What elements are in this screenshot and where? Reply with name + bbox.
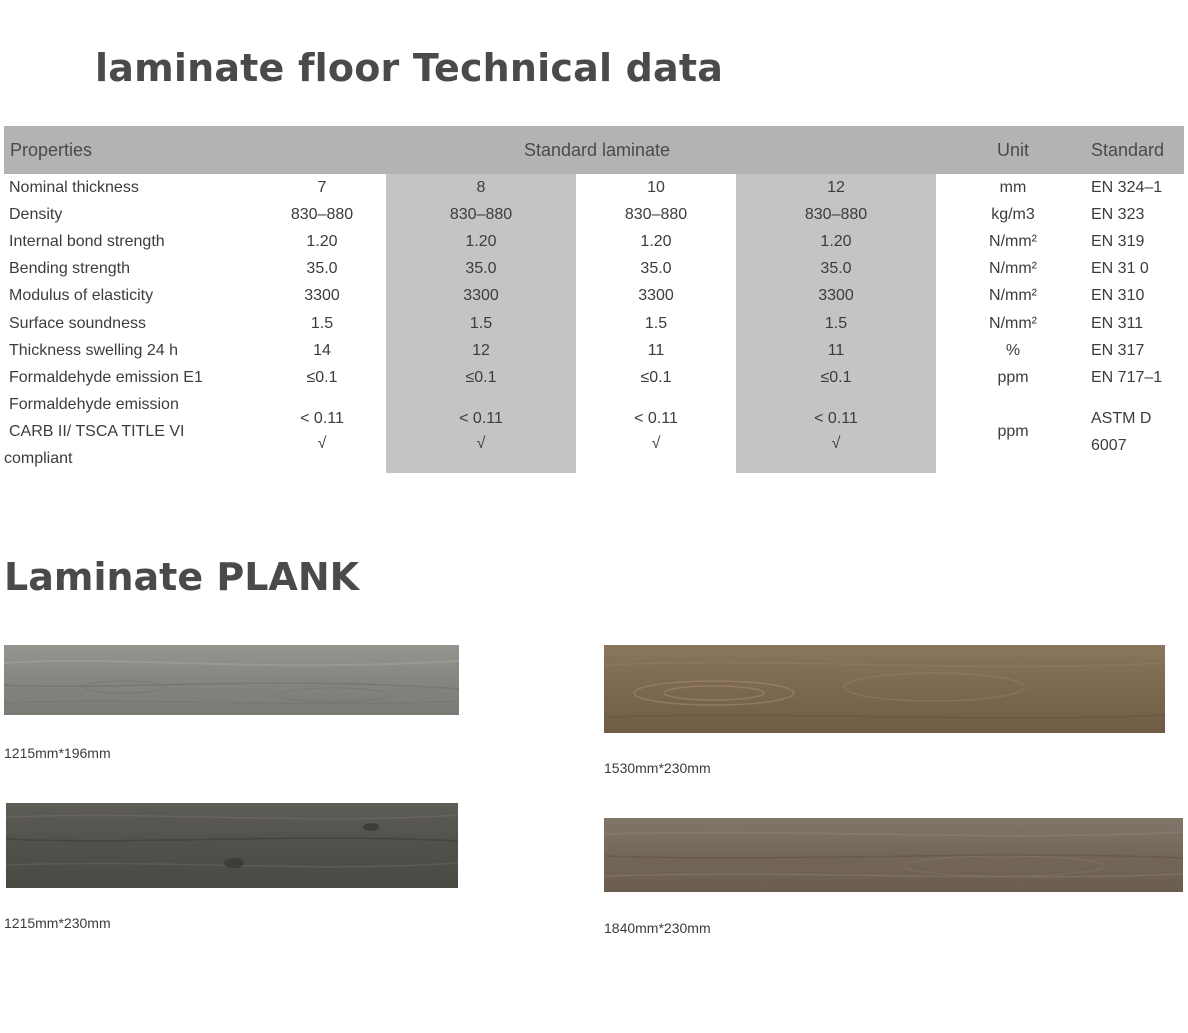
- carb-standard-line2: 6007: [1091, 437, 1127, 454]
- row-value: ≤0.1: [306, 369, 338, 386]
- row-value: 1.20: [820, 233, 852, 250]
- carb-property-line2: CARB II/ TSCA TITLE VI: [9, 423, 185, 440]
- row-value: 10: [647, 179, 665, 196]
- row-value: 830–880: [804, 206, 868, 223]
- row-unit: ppm: [997, 369, 1029, 386]
- row-unit: N/mm²: [989, 260, 1037, 277]
- carb-standard-line1: ASTM D: [1091, 410, 1152, 427]
- row-value: 3300: [818, 287, 854, 304]
- header-unit: Unit: [996, 140, 1030, 160]
- carb-unit: ppm: [997, 423, 1029, 440]
- row-property: Density: [9, 206, 63, 223]
- row-unit: kg/m3: [991, 206, 1035, 223]
- row-standard: EN 311: [1091, 315, 1144, 332]
- row-unit: mm: [999, 179, 1027, 196]
- row-value: 1.5: [310, 315, 334, 332]
- row-unit: N/mm²: [989, 233, 1037, 250]
- row-value: 1.20: [306, 233, 338, 250]
- header-standard-laminate: Standard laminate: [523, 140, 671, 160]
- row-property: Internal bond strength: [9, 233, 165, 250]
- row-value: 14: [313, 342, 331, 359]
- carb-value-8: < 0.11: [459, 410, 503, 427]
- row-value: ≤0.1: [465, 369, 497, 386]
- plank-size-4: 1840mm*230mm: [604, 920, 711, 936]
- carb-check-7: √: [317, 435, 327, 452]
- row-value: 3300: [638, 287, 674, 304]
- plank-size-1: 1215mm*196mm: [4, 745, 111, 761]
- row-property: Bending strength: [9, 260, 130, 277]
- row-value: 35.0: [306, 260, 338, 277]
- carb-value-7: < 0.11: [300, 410, 344, 427]
- row-standard: EN 31 0: [1091, 260, 1149, 277]
- row-standard: EN 317: [1091, 342, 1145, 359]
- carb-check-12: √: [831, 435, 841, 452]
- row-standard: EN 319: [1091, 233, 1145, 250]
- plank-size-3: 1215mm*230mm: [4, 915, 111, 931]
- carb-property-line1: Formaldehyde emission: [9, 396, 179, 413]
- row-value: 3300: [463, 287, 499, 304]
- row-value: 830–880: [624, 206, 688, 223]
- row-value: 35.0: [465, 260, 497, 277]
- plank-image-2: [604, 645, 1165, 733]
- row-value: 830–880: [449, 206, 513, 223]
- carb-check-10: √: [651, 435, 661, 452]
- plank-image-1: [4, 645, 459, 715]
- row-standard: EN 717–1: [1091, 369, 1163, 386]
- row-value: 35.0: [640, 260, 672, 277]
- row-value: ≤0.1: [640, 369, 672, 386]
- row-property: Modulus of elasticity: [9, 287, 154, 304]
- plank-image-3: [6, 803, 458, 888]
- carb-value-10: < 0.11: [634, 410, 678, 427]
- row-value: 1.20: [640, 233, 672, 250]
- row-value: 11: [827, 342, 845, 359]
- row-value: 12: [472, 342, 490, 359]
- carb-property-line3: compliant: [4, 450, 73, 467]
- section-title-laminate-plank: Laminate PLANK: [4, 555, 360, 599]
- row-value: 35.0: [820, 260, 852, 277]
- row-property: Formaldehyde emission E1: [9, 369, 203, 386]
- carb-value-12: < 0.11: [814, 410, 858, 427]
- row-value: 830–880: [290, 206, 354, 223]
- row-value: 12: [827, 179, 845, 196]
- row-unit: N/mm²: [989, 287, 1037, 304]
- plank-image-4: [604, 818, 1183, 892]
- row-value: 1.5: [469, 315, 493, 332]
- header-properties: Properties: [10, 140, 93, 160]
- row-property: Surface soundness: [9, 315, 146, 332]
- row-value: 11: [647, 342, 665, 359]
- row-value: 1.5: [824, 315, 848, 332]
- row-unit: N/mm²: [989, 315, 1037, 332]
- row-value: 8: [476, 179, 486, 196]
- header-standard: Standard: [1091, 140, 1165, 160]
- row-property: Nominal thickness: [9, 179, 139, 196]
- row-property: Thickness swelling 24 h: [9, 342, 178, 359]
- page-title: laminate floor Technical data: [95, 46, 724, 90]
- row-standard: EN 323: [1091, 206, 1145, 223]
- carb-check-8: √: [476, 435, 486, 452]
- row-value: ≤0.1: [820, 369, 852, 386]
- row-standard: EN 310: [1091, 287, 1145, 304]
- row-value: 1.5: [644, 315, 668, 332]
- row-value: 7: [317, 179, 327, 196]
- row-unit: %: [1005, 342, 1021, 359]
- plank-size-2: 1530mm*230mm: [604, 760, 711, 776]
- row-value: 3300: [304, 287, 340, 304]
- row-value: 1.20: [465, 233, 497, 250]
- row-standard: EN 324–1: [1091, 179, 1163, 196]
